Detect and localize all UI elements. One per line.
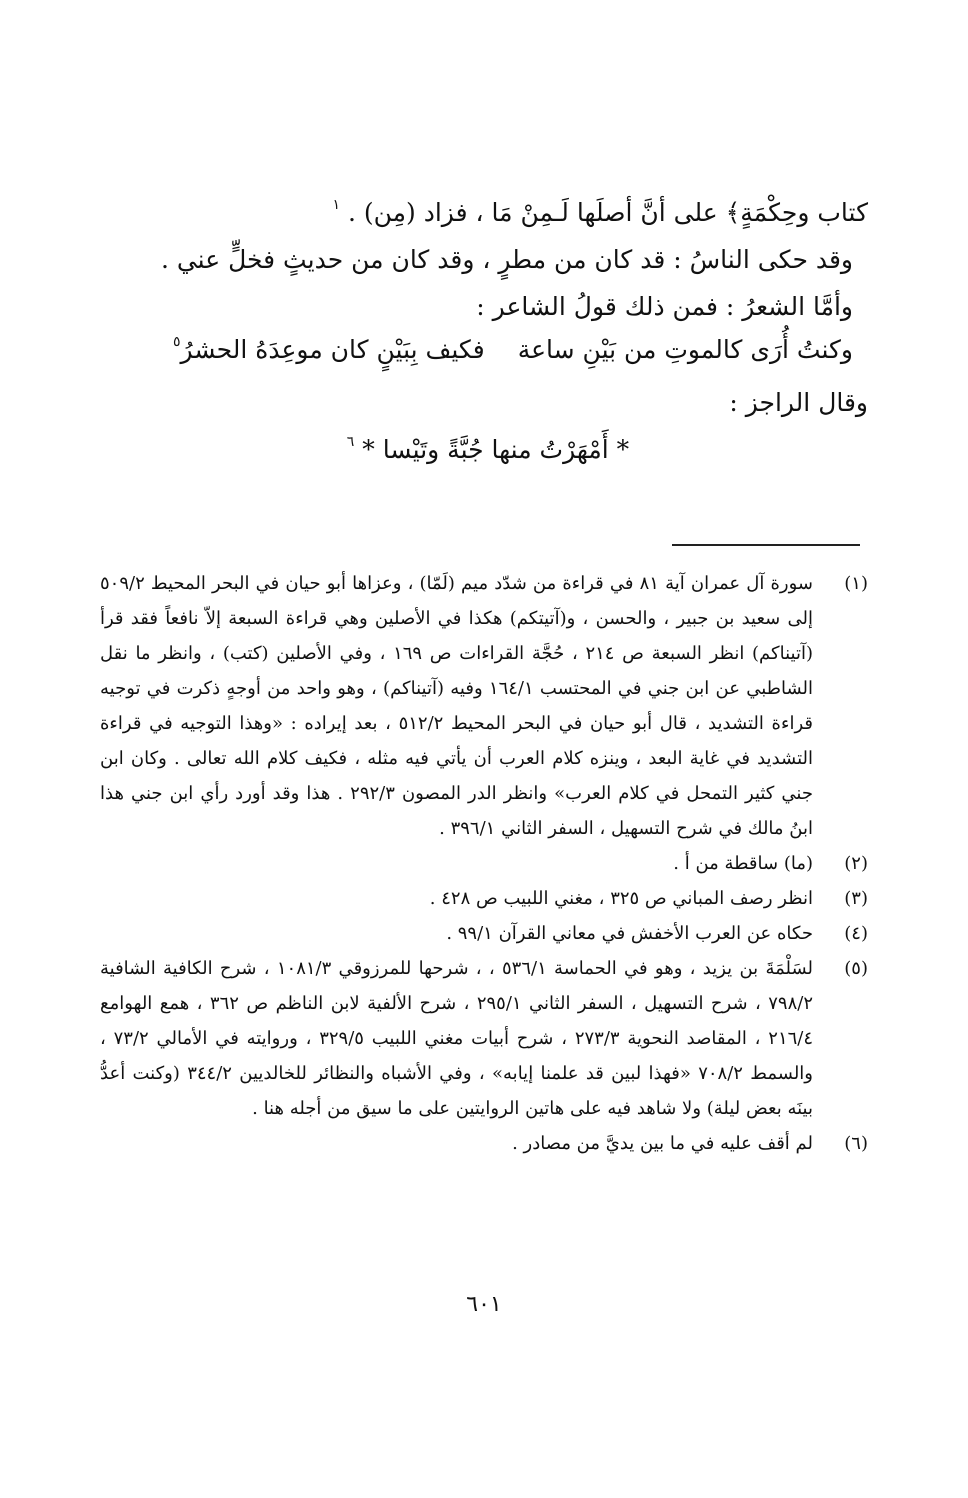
footnote (100, 951, 868, 1126)
footnote (100, 881, 868, 916)
footnotes (100, 566, 868, 1161)
rajaz-verse (108, 428, 868, 472)
footnote-number: (٣) (844, 888, 868, 909)
footnote-text: (ما) ساقطة من أ . (673, 853, 813, 874)
footnote-number: (٦) (844, 1133, 868, 1154)
poetry-verse (173, 328, 853, 372)
text-line-content: وقال الراجز : (729, 388, 868, 417)
text-line-content: وأمَّا الشعرُ : فمن ذلك قولُ الشاعر : (476, 292, 853, 321)
verse-second-hemistich (173, 328, 485, 372)
page-number: ٦٠١ (466, 1292, 502, 1317)
verse-first-hemistich: وكنتُ أُرَى كالموتِ من بَيْنِ ساعة (517, 335, 853, 364)
footnote (100, 846, 868, 881)
footnote-ref: ٦ (346, 434, 355, 450)
footnote-text: لم أقف عليه في ما بين يديَّ من مصادر . (512, 1133, 813, 1154)
footnote-text: انظر رصف المباني ص ٣٢٥ ، مغني اللبيب ص ٤٢٨ . (429, 888, 813, 909)
footnote-number: (٥) (844, 958, 868, 979)
text-line (161, 240, 853, 280)
footnote (100, 1126, 868, 1161)
footnote-separator (672, 544, 860, 546)
footnote (100, 566, 868, 846)
footnote-ref: ٥ (173, 334, 181, 350)
footnote-number: (١) (844, 573, 868, 594)
footnote-text: لسَلْمَةَ بن يزيد ، وهو في الحماسة ٥٣٦/١ ، ، شرحها للمرزوقي ١٠٨١/٣ ، شرح الكافية الشافية ٧٩٨/٢ ، شرح التسهيل ، السفر الثاني ٢٩٥/١ ، شرح الألفية لابن الناظم ص ٣٦٢ ، همع الهوامع ٢١٦/٤ ، المقاصد النحوية ٢٧٣/٣ ، شرح أبيات مغني اللبيب ٣٢٩/٥ ، وروايته في الأمالي ٧٣/٢ ، والسمط ٧٠٨/٢ «فهذا لبين قد علمنا إيابه» ، وفي الأشباه والنظائر للخالديين ٣٤٤/٢ (وكنت أعدُّ بينَه بعض ليلة) ولا شاهد فيه على هاتين الروايتين على ما سيق من أجله هنا . (100, 958, 814, 1119)
text-line (729, 383, 868, 423)
text-line-content: كتاب وحِكْمَةٍ﴾ على أنَّ أصلَها لَـمِنْ مَا ، فزاد (مِن) . (347, 198, 868, 227)
footnote-number: (٢) (844, 853, 868, 874)
footnote-number: (٤) (844, 923, 868, 944)
rajaz-text: * أَمْهَرْتُ منها جُبَّةً وتَيْسا * (362, 435, 630, 464)
footnote-ref: ١ (332, 197, 340, 213)
text-line (332, 193, 868, 233)
footnote-text: سورة آل عمران آية ٨١ في قراءة من شدّد ميم (لَمّا) ، وعزاها أبو حيان في البحر المحيط ٥٠٩/٢ إلى سعيد بن جبير ، والحسن ، و(آتيتكم) هكذا في الأصلين وهي قراءة السبعة إلاّ نافعاً فقد قرأ (آتيناكم) انظر السبعة ص ٢١٤ ، حُجَّة القراءات ص ١٦٩ ، وفي الأصلين (كتب) ، وانظر ما نقل الشاطبي عن ابن جني في المحتسب ١٦٤/١ وفيه (آتيناكم) ، وهو واحد من أوجهٍ ذكرت في توجيه قراءة التشديد ، قال أبو حيان في البحر المحيط ٥١٢/٢ ، بعد إيراده : «وهذا التوجيه في قراءة التشديد في غاية البعد ، وينزه كلام العرب أن يأتي فيه مثله ، فكيف كلام الله تعالى . وكان ابن جني كثير التمحل في كلام العرب» وانظر الدر المصون ٢٩٢/٣ . هذا وقد أورد رأي ابن جني هذا ابنُ مالك في شرح التسهيل ، السفر الثاني ٣٩٦/١ . (100, 573, 814, 839)
text-line-content: وقد حكى الناسُ : قد كان من مطرٍ ، وقد كان من حديثٍ فخلٍّ عني . (160, 245, 853, 274)
verse-second-text: فكيف بِبَيْنٍ كان موعِدَهُ الحشرُ (180, 335, 485, 364)
text-line (476, 287, 853, 327)
footnote (100, 916, 868, 951)
footnote-text: حكاه عن العرب الأخفش في معاني القرآن ٩٩/١ . (446, 923, 813, 944)
